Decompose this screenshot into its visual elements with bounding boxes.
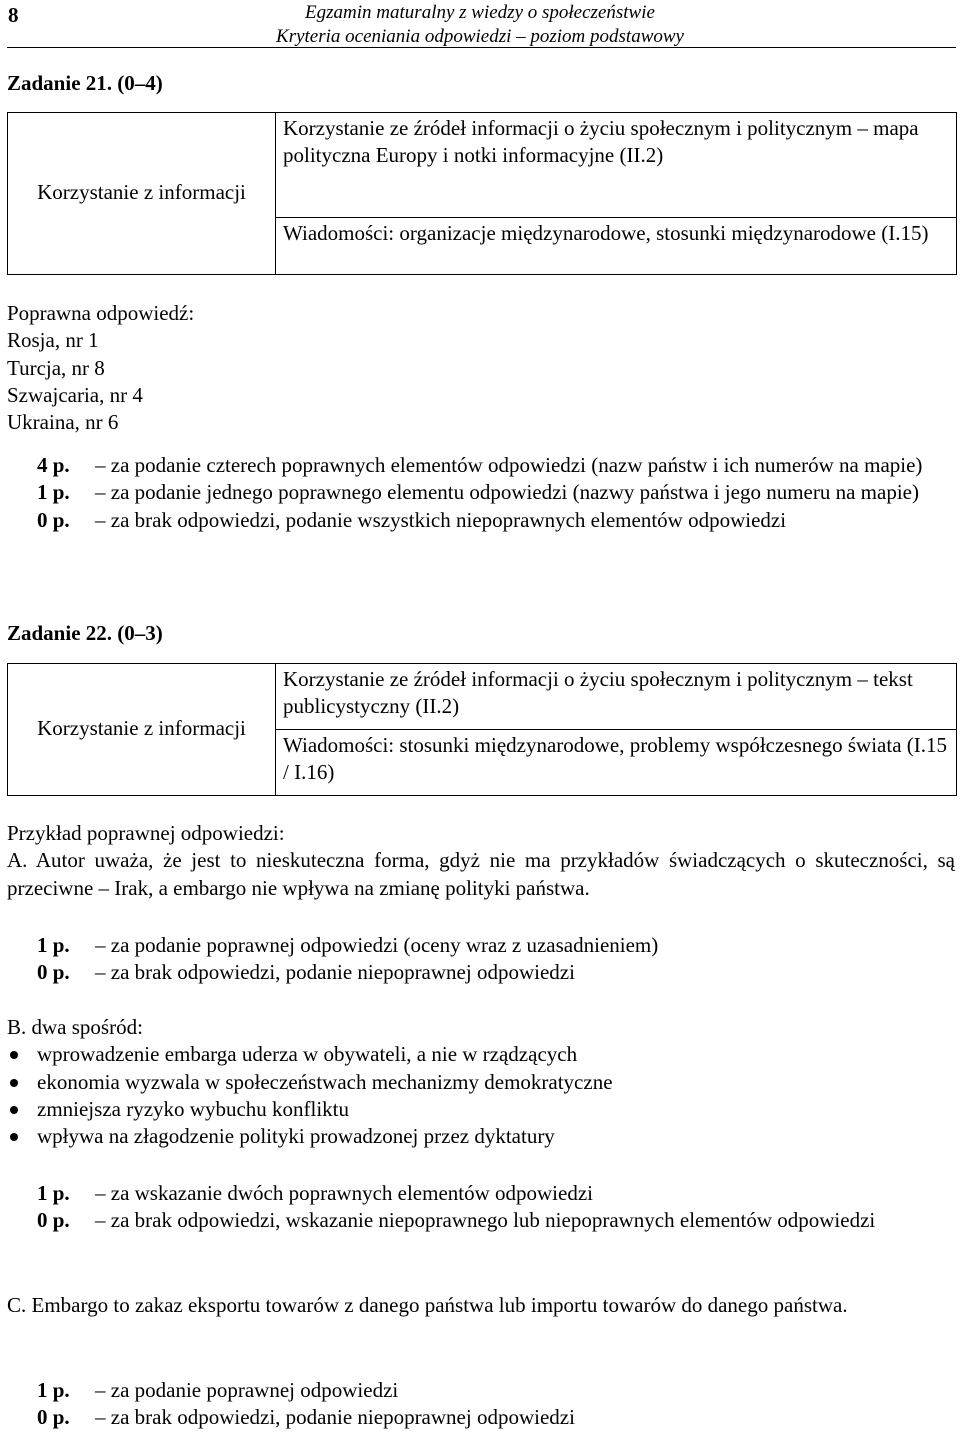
task-22-knowledge-requirement: Wiadomości: stosunki międzynarodowe, problemy współczesnego świata (I.15 / I.16) [276, 730, 957, 796]
task-22-title: Zadanie 22. (0–3) [7, 621, 163, 645]
header-exam-title: Egzamin maturalny z wiedzy o społeczeństwie [305, 2, 655, 23]
answer-b-intro: B. dwa spośród: [7, 1015, 143, 1039]
task-22-skill-area: Korzystanie z informacji [8, 664, 276, 796]
points-value: 4 p. [37, 453, 70, 477]
task-21-skill-area: Korzystanie z informacji [8, 113, 276, 275]
scoring-row [7, 452, 955, 479]
answer-item: Rosja, nr 1 [7, 328, 99, 353]
points-value: 1 p. [37, 480, 70, 505]
scoring-description: – za podanie jednego poprawnego elementu odpowiedzi (nazwy państwa i jego numeru na mapie) [95, 480, 919, 505]
scoring-description: – za brak odpowiedzi, wskazanie niepoprawnego lub niepoprawnych elementów odpowiedzi [95, 1208, 876, 1233]
points-value: 0 p. [37, 507, 70, 532]
answer-item: Ukraina, nr 6 [7, 410, 119, 435]
scoring-row [7, 507, 955, 534]
answer-item: Turcja, nr 8 [7, 355, 105, 380]
scoring-row [7, 1207, 955, 1234]
header-criteria-title: Kryteria oceniania odpowiedzi – poziom podstawowy [276, 25, 684, 47]
points-value: 1 p. [37, 1378, 70, 1402]
list-item: ekonomia wyzwala w społeczeństwach mechanizmy demokratyczne [7, 1069, 955, 1096]
page-number: 8 [8, 3, 19, 27]
task-22-example-answer [7, 820, 955, 902]
answer-c-scoring [7, 1377, 955, 1432]
answer-b-scoring [7, 1180, 955, 1235]
task-21-requirements-table [7, 112, 957, 275]
points-value: 0 p. [37, 960, 70, 985]
scoring-description: – za brak odpowiedzi, podanie niepoprawnej odpowiedzi [95, 1405, 575, 1430]
points-value: 1 p. [37, 1181, 70, 1205]
scoring-description: – za podanie poprawnej odpowiedzi [95, 1378, 399, 1402]
task-21-correct-answer [7, 300, 955, 436]
task-22-general-requirement: Korzystanie ze źródeł informacji o życiu społecznym i politycznym – tekst publicystyczny (II.2) [276, 664, 957, 730]
example-answer-label: Przykład poprawnej odpowiedzi: [7, 821, 285, 845]
correct-answer-label: Poprawna odpowiedź: [7, 301, 195, 325]
task-21-knowledge-requirement: Wiadomości: organizacje międzynarodowe, stosunki międzynarodowe (I.15) [276, 217, 957, 274]
running-header [180, 1, 780, 49]
scoring-row [7, 932, 955, 959]
scoring-description: – za brak odpowiedzi, podanie wszystkich niepoprawnych elementów odpowiedzi [95, 507, 787, 532]
scoring-row [7, 1377, 955, 1404]
scoring-row [7, 959, 955, 986]
points-value: 1 p. [37, 933, 70, 957]
task-21-general-requirement: Korzystanie ze źródeł informacji o życiu społecznym i politycznym – mapa polityczna Europy i notki informacyjne (II.2) [276, 113, 957, 218]
task-22-requirements-table [7, 663, 957, 796]
list-item: zmniejsza ryzyko wybuchu konfliktu [7, 1096, 955, 1123]
answer-a-text: A. Autor uważa, że jest to nieskuteczna forma, gdyż nie ma przykładów świadczących o skuteczności, są przeciwne – Irak, a embargo nie wpływa na zmianę polityki państwa. [7, 848, 955, 900]
answer-b-list [7, 1041, 955, 1150]
scoring-row [7, 479, 955, 506]
answer-a-scoring [7, 932, 955, 987]
answer-item: Szwajcaria, nr 4 [7, 382, 143, 407]
task-21-title: Zadanie 21. (0–4) [7, 71, 163, 95]
scoring-description: – za podanie czterech poprawnych elementów odpowiedzi (nazw państw i ich numerów na mapie) [95, 453, 923, 477]
points-value: 0 p. [37, 1208, 70, 1233]
header-divider [7, 47, 956, 48]
scoring-description: – za wskazanie dwóch poprawnych elementów odpowiedzi [95, 1181, 593, 1205]
list-item: wpływa na złagodzenie polityki prowadzonej przez dyktatury [7, 1123, 955, 1150]
task-21-scoring [7, 452, 955, 534]
list-item: wprowadzenie embarga uderza w obywateli, a nie w rządzących [7, 1041, 955, 1068]
scoring-description: – za brak odpowiedzi, podanie niepoprawnej odpowiedzi [95, 960, 575, 985]
points-value: 0 p. [37, 1405, 70, 1430]
answer-c-text: C. Embargo to zakaz eksportu towarów z danego państwa lub importu towarów do danego państwa. [7, 1293, 848, 1317]
answer-b [7, 1014, 955, 1150]
scoring-row [7, 1404, 955, 1431]
scoring-row [7, 1180, 955, 1207]
scoring-description: – za podanie poprawnej odpowiedzi (oceny wraz z uzasadnieniem) [95, 933, 659, 957]
